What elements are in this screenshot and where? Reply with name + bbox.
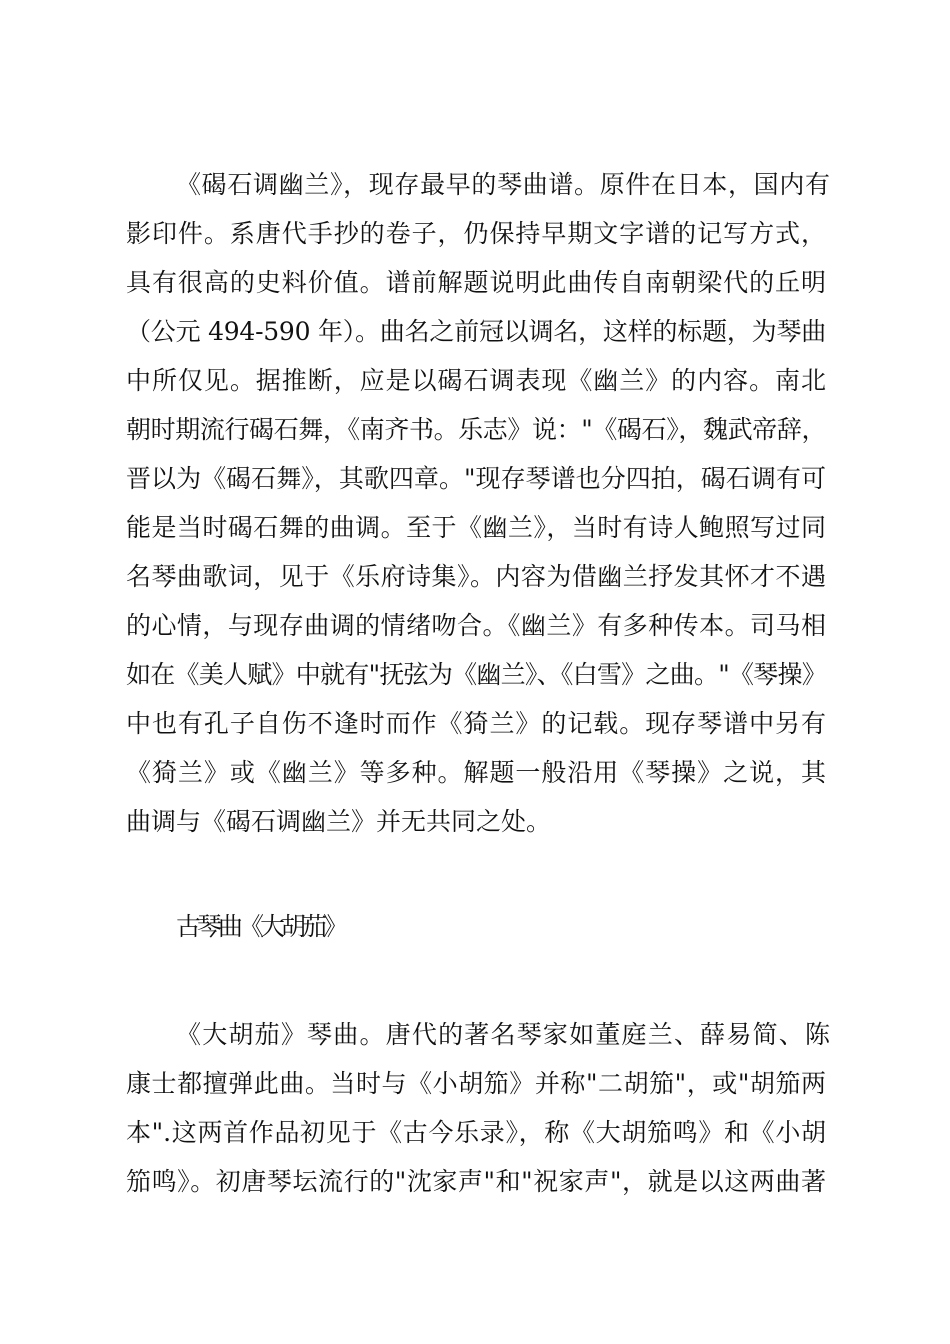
text-line: 如在《美人赋》中就有"抚弦为《幽兰》、《白雪》之曲。"《琴操》 (126, 660, 826, 689)
text-line: 晋以为《碣石舞》，其歌四章。"现存琴谱也分四拍，碣石调有可 (126, 464, 826, 493)
text-line: （公元 494-590 年）。曲名之前冠以调名，这样的标题，为琴曲 (126, 317, 826, 346)
section-heading (126, 902, 826, 951)
text-line: 曲调与《碣石调幽兰》并无共同之处。 (126, 807, 552, 836)
text-line: 的心情，与现存曲调的情绪吻合。《幽兰》有多种传本。司马相 (126, 611, 826, 640)
text-line: 笳鸣》。初唐琴坛流行的"沈家声"和"祝家声"，就是以这两曲著 (126, 1167, 826, 1196)
paragraph-youlan (126, 160, 826, 846)
paragraph-dahujia (126, 1010, 826, 1206)
text-line: 《碣石调幽兰》，现存最早的琴曲谱。原件在日本，国内有 (176, 170, 826, 199)
heading-text: 古琴曲《大胡茄》 (176, 912, 345, 941)
text-line: 影印件。系唐代手抄的卷子，仍保持早期文字谱的记写方式， (126, 219, 826, 248)
text-line: 《大胡茄》琴曲。唐代的著名琴家如董庭兰、薛易简、陈 (176, 1020, 826, 1049)
text-line: 具有很高的史料价值。谱前解题说明此曲传自南朝梁代的丘明 (126, 268, 826, 297)
text-line: 名琴曲歌词，见于《乐府诗集》。内容为借幽兰抒发其怀才不遇 (126, 562, 826, 591)
text-line: 本".这两首作品初见于《古今乐录》，称《大胡笳鸣》和《小胡 (126, 1118, 826, 1147)
text-line: 能是当时碣石舞的曲调。至于《幽兰》，当时有诗人鲍照写过同 (126, 513, 826, 542)
text-line: 朝时期流行碣石舞，《南齐书。乐志》说："《碣石》，魏武帝辞， (126, 415, 826, 444)
text-line: 中也有孔子自伤不逢时而作《猗兰》的记载。现存琴谱中另有 (126, 709, 826, 738)
text-line: 《猗兰》或《幽兰》等多种。解题一般沿用《琴操》之说，其 (126, 758, 826, 787)
text-line: 康士都擅弹此曲。当时与《小胡笳》并称"二胡笳"，或"胡笳两 (126, 1069, 826, 1098)
text-line: 中所仅见。据推断，应是以碣石调表现《幽兰》的内容。南北 (126, 366, 826, 395)
